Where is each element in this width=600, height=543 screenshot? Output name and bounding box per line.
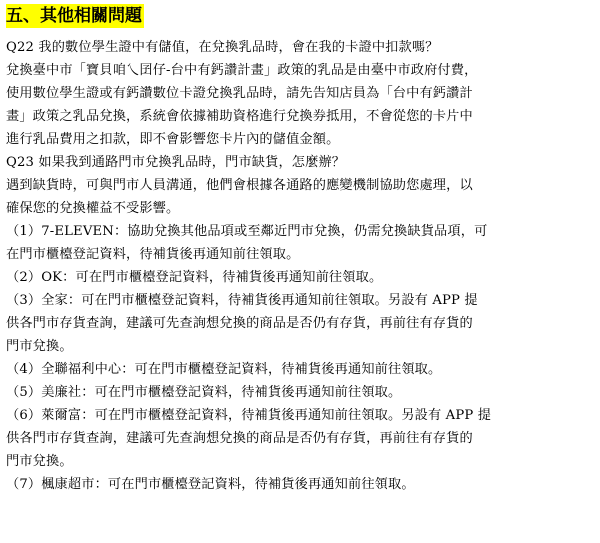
list-item-pxmart: （4）全聯福利中心：可在門市櫃檯登記資料，待補貨後再通知前往領取。: [6, 362, 442, 377]
list-item-familymart-line-1: （3）全家：可在門市櫃檯登記資料，待補貨後再通知前往領取。另設有 APP 提: [6, 293, 478, 308]
list-item-familymart-line-3: 門市兌換。: [6, 339, 73, 354]
list-item-hilife-line-2: 供各門市存貨查詢，建議可先查詢想兌換的商品是否仍有存貨，再前往有存貨的: [6, 431, 473, 446]
list-item-simplemart: （5）美廉社：可在門市櫃檯登記資料，待補貨後再通知前往領取。: [6, 385, 402, 400]
question-q22: Q22 我的數位學生證中有儲值，在兌換乳品時，會在我的卡證中扣款嗎？: [6, 40, 439, 55]
question-q23: Q23 如果我到通路門市兌換乳品時，門市缺貨，怎麼辦？: [6, 155, 346, 170]
answer-q22-line-2: 使用數位學生證或有鈣讚數位卡證兌換乳品時，請先告知店員為「台中有鈣讚計: [6, 86, 473, 101]
list-item-hilife-line-1: （6）萊爾富：可在門市櫃檯登記資料，待補貨後再通知前往領取。另設有 APP 提: [6, 408, 492, 423]
list-item-fengkang: （7）楓康超市：可在門市櫃檯登記資料，待補貨後再通知前往領取。: [6, 477, 415, 492]
answer-q23-line-2: 確保您的兌換權益不受影響。: [6, 201, 180, 216]
list-item-ok: （2）OK：可在門市櫃檯登記資料，待補貨後再通知前往領取。: [6, 270, 383, 285]
section-title: 五、其他相關問題: [6, 6, 142, 26]
list-item-hilife-line-3: 門市兌換。: [6, 454, 73, 469]
list-item-7eleven-line-2: 在門市櫃檯登記資料，待補貨後再通知前往領取。: [6, 247, 300, 262]
answer-q22-line-4: 進行乳品費用之扣款，即不會影響您卡片內的儲值金額。: [6, 132, 340, 147]
document-page: [6, 4, 594, 496]
list-item-7eleven-line-1: （1）7-ELEVEN：協助兌換其他品項或至鄰近門市兌換，仍需兌換缺貨品項，可: [6, 224, 488, 239]
list-item-familymart-line-2: 供各門市存貨查詢，建議可先查詢想兌換的商品是否仍有存貨，再前往有存貨的: [6, 316, 473, 331]
answer-q22-line-1: 兌換臺中市「寶貝咱乀囝仔-台中有鈣讚計畫」政策的乳品是由臺中市政府付費，: [6, 63, 478, 78]
answer-q22-line-3: 畫」政策之乳品兌換，系統會依據補助資格進行兌換券抵用，不會從您的卡片中: [6, 109, 473, 124]
answer-q23-line-1: 遇到缺貨時，可與門市人員溝通，他們會根據各通路的應變機制協助您處理，以: [6, 178, 473, 193]
